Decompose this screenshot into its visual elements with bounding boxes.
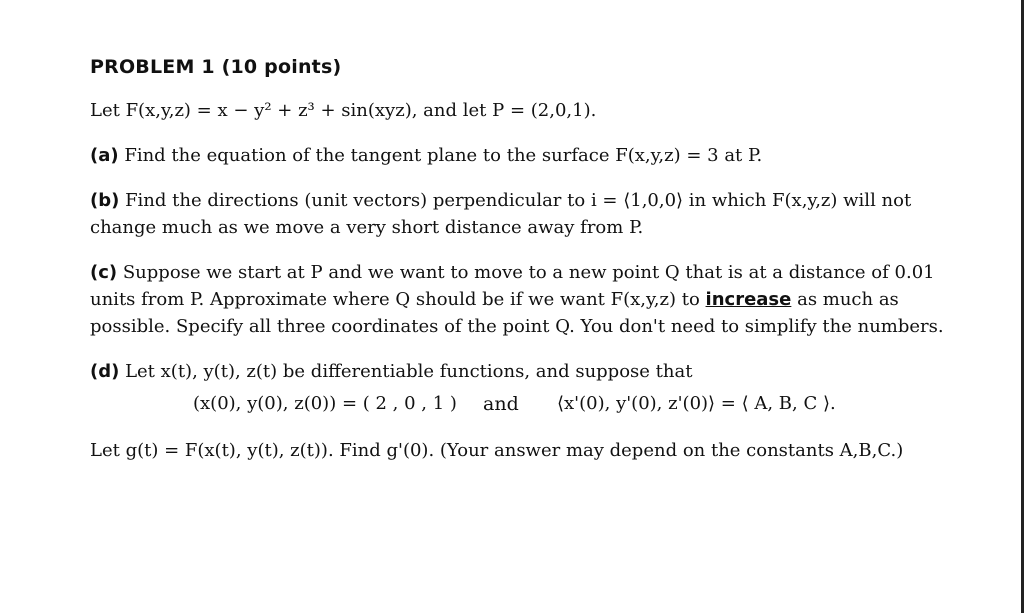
part-b-text: Find the directions (unit vectors) perpendicular to: [119, 190, 591, 211]
g-definition: g(t) = F(x(t), y(t), z(t)): [125, 440, 328, 461]
part-b-text2: in which: [683, 190, 773, 211]
part-d-l1-t2: be differentiable functions, and suppose that: [277, 361, 693, 382]
part-a-label: (a): [90, 145, 119, 166]
part-c-l3-Q: Q: [555, 316, 570, 337]
part-a-end: .: [756, 145, 763, 166]
problem-sheet: [90, 56, 944, 464]
part-b-line-1: [90, 187, 940, 214]
part-a: [90, 142, 940, 169]
part-d: [90, 358, 940, 464]
problem-title: PROBLEM 1 (10 points): [90, 56, 342, 78]
part-b-text3: will not: [837, 190, 912, 211]
part-d-l3-t2: . Find: [327, 440, 387, 461]
part-b-function: F(x,y,z): [772, 190, 838, 211]
part-d-l3-t4: .): [890, 440, 904, 461]
part-c-l2-Q: Q: [395, 289, 411, 310]
part-c-l2-t5: as much as: [791, 289, 899, 310]
part-c-l1-P: P: [310, 262, 323, 283]
part-a-text2: at: [718, 145, 749, 166]
part-c-line-2: [90, 286, 940, 313]
part-c-l2-t2: . Approximate where: [198, 289, 396, 310]
part-b-vector: i = ⟨1,0,0⟩: [590, 190, 684, 211]
part-a-surface: F(x,y,z) = 3: [615, 145, 719, 166]
part-c-l2-t4: to: [676, 289, 706, 310]
intro-mid: , and let: [411, 100, 493, 121]
part-c-l3-t1: possible. Specify all three coordinates of the point: [90, 316, 556, 337]
part-d-functions: x(t), y(t), z(t): [160, 361, 278, 382]
and-connector: and: [483, 393, 519, 415]
part-b-line-2: [90, 214, 940, 241]
part-c-l2-P: P: [190, 289, 199, 310]
part-c-l3-t2: . You don't need to simplify the numbers.: [569, 316, 944, 337]
part-d-l3-t3: . (Your answer may depend on the constants: [428, 440, 840, 461]
point-definition: P = (2,0,1): [492, 100, 591, 121]
intro-end: .: [590, 100, 597, 121]
part-c-line-3: [90, 313, 944, 340]
part-c-l1-t3: that is at a distance of: [679, 262, 895, 283]
part-b: [90, 187, 940, 241]
constants-abc: A,B,C: [839, 440, 891, 461]
part-b-end: .: [637, 217, 644, 238]
increase-emphasis: increase: [705, 289, 792, 310]
part-c-distance: 0.01: [894, 262, 935, 283]
initial-velocity-equation: ⟨x'(0), y'(0), z'(0)⟩ = ⟨ A, B, C ⟩.: [557, 393, 836, 414]
part-c-l2-t3: should be if we want: [410, 289, 611, 310]
part-c-l1-t2: and we want to move to a new point: [322, 262, 665, 283]
part-c-line-1: [90, 259, 940, 286]
part-b-point: P: [629, 217, 638, 238]
part-c-l1-t1: Suppose we start at: [117, 262, 311, 283]
part-c-l1-Q: Q: [664, 262, 680, 283]
part-c-l2-t1: units from: [90, 289, 191, 310]
intro-statement: [90, 97, 940, 124]
part-b-line2-text: change much as we move a very short distance away from: [90, 217, 630, 238]
part-d-label: (d): [90, 361, 120, 382]
part-d-line-1: [90, 358, 940, 385]
part-c-label: (c): [90, 262, 118, 283]
intro-let: Let: [90, 100, 126, 121]
function-definition: F(x,y,z) = x − y² + z³ + sin(xyz): [125, 100, 412, 121]
part-d-display-equations: [90, 387, 940, 427]
part-a-point: P: [748, 145, 757, 166]
part-d-line-3: [90, 437, 940, 464]
part-c: [90, 259, 944, 340]
g-prime-zero: g'(0): [386, 440, 429, 461]
part-d-l1-t1: Let: [119, 361, 161, 382]
part-c-l2-function: F(x,y,z): [610, 289, 677, 310]
part-a-text: Find the equation of the tangent plane to the surface: [118, 145, 616, 166]
part-d-l3-t1: Let: [90, 440, 126, 461]
initial-position-equation: (x(0), y(0), z(0)) = ( 2 , 0 , 1 ): [193, 393, 457, 414]
part-b-label: (b): [90, 190, 120, 211]
